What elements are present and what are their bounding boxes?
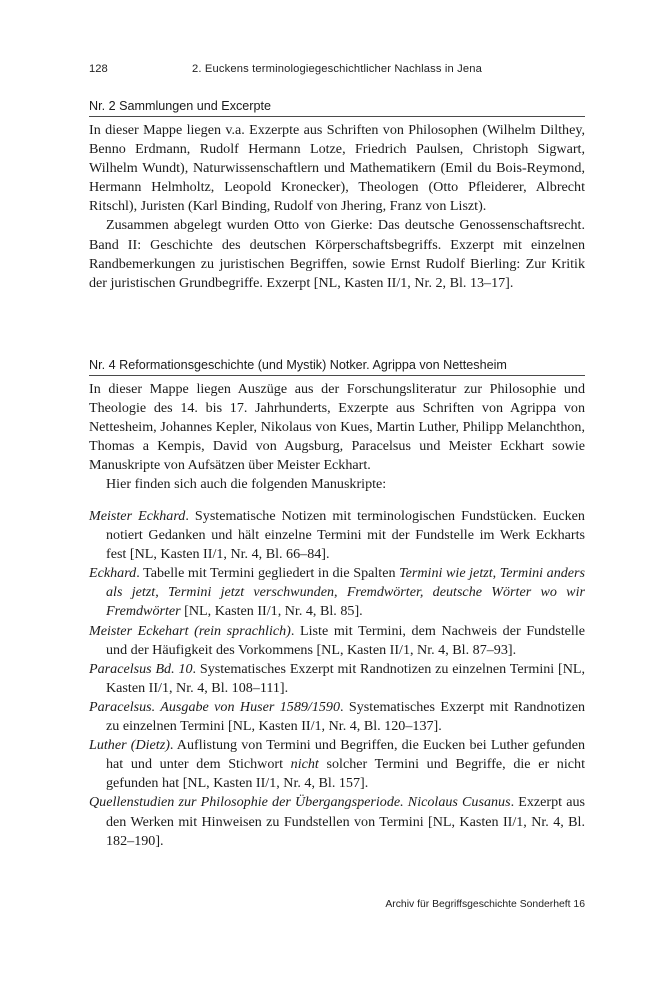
entry-italic-text: Quellenstudien zur Philosophie der Übergangsperiode. Nicolaus Cusanus bbox=[89, 794, 511, 811]
paragraph: In dieser Mappe liegen v.a. Exzerpte aus Schriften von Philosophen (Wilhelm Dilthey, Benno Erdmann, Rudolf Hermann Lotze, Friedrich Paulsen, Christoph Sigwart, Wilhelm Wundt), Naturwissenschaftlern und Mathematikern (Emil du Bois-Reymond, Hermann Helmholtz, Leopold Kronecker), Theologen (Otto Pfleiderer, Albrecht Ritschl), Juristen (Karl Binding, Rudolf von Jhering, Franz von Liszt). bbox=[89, 122, 585, 215]
manuscript-entry bbox=[89, 564, 585, 621]
manuscript-entry bbox=[89, 736, 585, 793]
entry-italic-text: Paracelsus. Ausgabe von Huser 1589/1590 bbox=[89, 698, 341, 715]
paragraph: Zusammen abgelegt wurden Otto von Gierke: Das deutsche Genossenschaftsrecht. Band II: Geschichte des deutschen Körperschaftsbegriffs. Exzerpt mit einzelnen Randbemerkungen zu juristischen Begriffen, sowie Ernst Rudolf Bierling: Zur Kritik der juristischen Grundbegriffe. Exzerpt [NL, Kasten II/1, Nr. 2, Bl. 13–17]. bbox=[89, 217, 585, 291]
paragraph: In dieser Mappe liegen Auszüge aus der Forschungsliteratur zur Philosophie und Theologie des 14. bis 17. Jahrhunderts, Exzerpte aus Schriften von Agrippa von Nettesheim, Johannes Kepler, Nikolaus von Kues, Martin Luther, Philipp Melanchthon, Thomas a Kempis, David von Augsburg, Paracelsus und Meister Eckhart sowie Manuskripte von Aufsätzen über Meister Eckhart. bbox=[89, 381, 585, 474]
footer-issue: Sonderheft 16 bbox=[519, 899, 585, 910]
entry-italic-text: Termini jetzt verschwunden bbox=[168, 584, 335, 601]
entry-italic-text: Luther (Dietz) bbox=[89, 737, 170, 754]
entry-text: . Tabelle mit Termini gegliedert in die Spalten bbox=[136, 565, 400, 582]
entry-text: . Systematische Notizen mit terminologischen Fundstücken. Eucken notiert Gedanken und hält einzelne Termini mit der Fundstelle im Werk Eckharts fest [NL, Kasten II/1, Nr. 4, Bl. 66–84]. bbox=[106, 508, 585, 563]
paragraph: Hier finden sich auch die folgenden Manuskripte: bbox=[106, 476, 387, 493]
manuscript-entry bbox=[89, 793, 585, 850]
section-nr-2 bbox=[89, 99, 585, 293]
section-heading: Nr. 4 Reformationsgeschichte (und Mystik) Notker. Agrippa von Nettesheim bbox=[89, 358, 585, 376]
entry-italic-text: Eckhard bbox=[89, 565, 137, 582]
entry-text: , bbox=[155, 584, 169, 601]
entry-text: , bbox=[492, 565, 500, 582]
manuscript-entry bbox=[89, 507, 585, 564]
entry-italic-text: Paracelsus Bd. 10 bbox=[89, 660, 193, 677]
entry-text: . Auflistung von Termini und Begriffen, die Eucken bei Luther gefunden hat und unter dem Stichwort bbox=[106, 737, 585, 773]
manuscript-entry bbox=[89, 622, 585, 660]
page-number: 128 bbox=[89, 63, 108, 75]
entry-text: solcher Termini und Begriffe, die er nicht gefunden hat [NL, Kasten II/1, Nr. 4, Bl. 157]. bbox=[106, 756, 585, 792]
manuscript-entry bbox=[89, 660, 585, 698]
entry-text: . Systematisches Exzerpt mit Randnotizen zu einzelnen Termini [NL, Kasten II/1, Nr. 4, Bl. 108–111]. bbox=[106, 660, 586, 696]
entry-text: , bbox=[334, 584, 347, 601]
page-footer bbox=[385, 899, 585, 910]
footer-publication: Archiv für Begriffsgeschichte bbox=[385, 899, 517, 910]
entry-italic-text: Termini anders als jetzt bbox=[106, 565, 586, 601]
entry-text: . Exzerpt aus den Werken mit Hinweisen zu Fundstellen von Termini [NL, Kasten II/1, Nr. 4, Bl. 182–190]. bbox=[106, 794, 585, 849]
entry-text: [NL, Kasten II/1, Nr. 4, Bl. 85]. bbox=[180, 603, 363, 620]
manuscript-list bbox=[89, 507, 585, 851]
entry-italic-text: Fremdwörter, deutsche Wörter wo wir Fremdwörter bbox=[106, 584, 585, 620]
manuscript-entry bbox=[89, 698, 585, 736]
running-title: 2. Euckens terminologiegeschichtlicher Nachlass in Jena bbox=[192, 63, 482, 75]
entry-italic-text: Meister Eckhard bbox=[89, 508, 186, 524]
entry-text: . Liste mit Termini, dem Nachweis der Fundstelle und der Häufigkeit des Vorkommens [NL, Kasten II/1, Nr. 4, Bl. 87–93]. bbox=[106, 622, 585, 658]
section-heading: Nr. 2 Sammlungen und Excerpte bbox=[89, 99, 585, 117]
entry-italic-text: nicht bbox=[290, 756, 319, 773]
section-nr-4 bbox=[89, 358, 585, 495]
entry-italic-text: Meister Eckehart (rein sprachlich) bbox=[89, 622, 291, 639]
entry-italic-text: Termini wie jetzt bbox=[399, 565, 493, 582]
entry-text: . Systematisches Exzerpt mit Randnotizen zu einzelnen Termini [NL, Kasten II/1, Nr. 4, Bl. 120–137]. bbox=[106, 698, 585, 735]
